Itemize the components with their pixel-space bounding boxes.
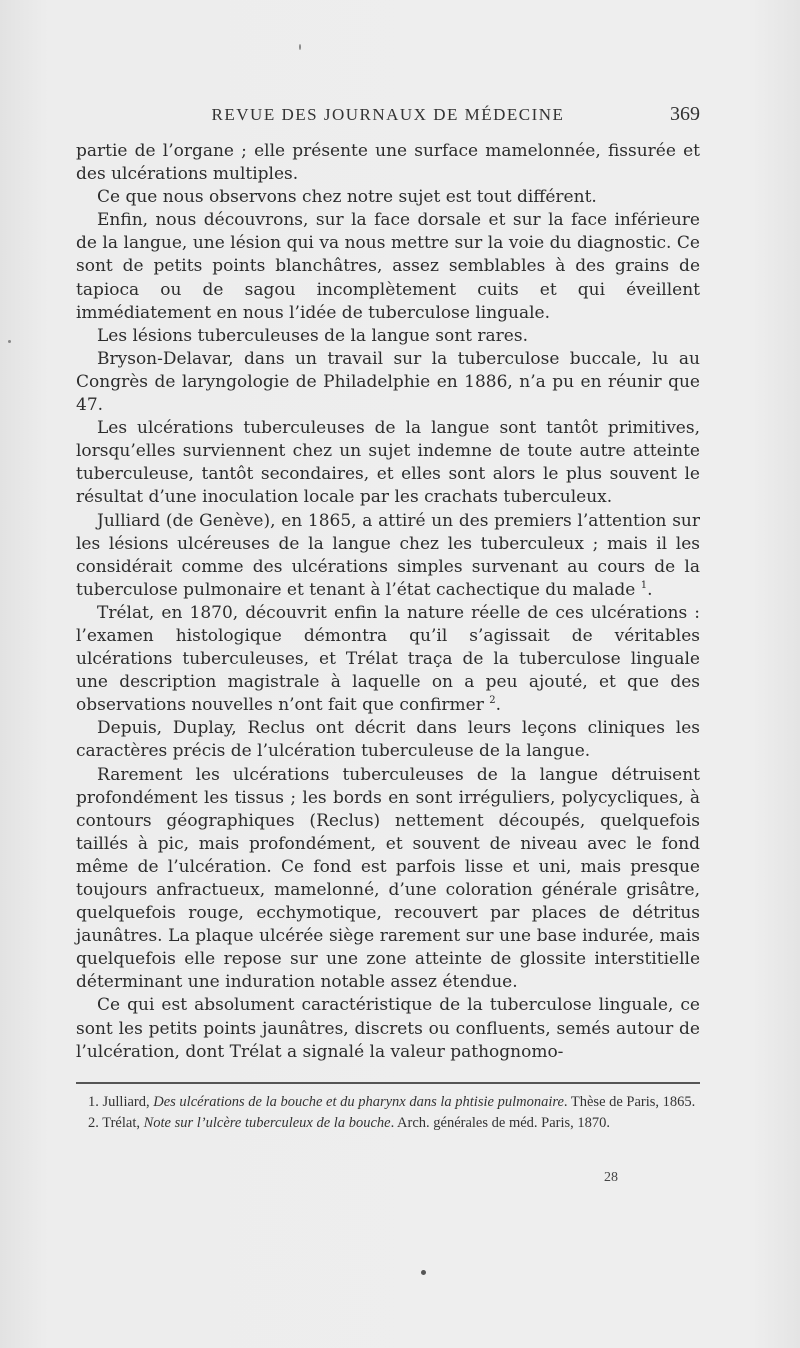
paragraph (76, 510, 700, 602)
footnote-rest: . Arch. générales de méd. Paris, 1870. (390, 1114, 611, 1131)
paragraph: Bryson-Delavar, dans un travail sur la tuberculose buccale, lu au Congrès de laryngologie de Philadelphie en 1886, n’a pu en réunir que 47. (76, 348, 700, 416)
footnote-ref: 1 (640, 579, 648, 591)
footnote-author: Trélat, (102, 1114, 140, 1131)
paragraph: partie de l’organe ; elle présente une surface mamelonnée, fissurée et des ulcérations multiples. (76, 141, 700, 185)
footnote-number: 1. (88, 1094, 99, 1110)
paragraph: Enfin, nous découvrons, sur la face dorsale et sur la face inférieure de la langue, une lésion qui va nous mettre sur la voie du diagnostic. Ce sont de petits points blanchâtres, assez semblables à des grains de tapioca ou de sagou incomplètement cuits et qui éveillent immédiatement en nous l’idée de tuberculose linguale. (76, 210, 700, 323)
signature-mark: 28 (604, 1170, 618, 1185)
footnote-title: Des ulcérations de la bouche et du pharynx dans la phtisie pulmonaire (153, 1094, 564, 1110)
paragraph: Les lésions tuberculeuses de la langue sont rares. (97, 325, 528, 346)
footnote (76, 1113, 700, 1134)
ink-dot (421, 1270, 426, 1275)
footnote-author: Julliard, (102, 1094, 150, 1110)
paragraph (76, 602, 700, 717)
footnote-rest: . Thèse de Paris, 1865. (563, 1094, 696, 1110)
paragraph: Ce qui est absolument caractéristique de la tuberculose linguale, ce sont les petits points jaunâtres, discrets ou confluents, semés autour de l’ulcération, dont Trélat a signalé la valeur pathognomo- (76, 995, 700, 1062)
footnote-number: 2. (88, 1114, 99, 1131)
footnotes (76, 1092, 700, 1133)
running-title: REVUE DES JOURNAUX DE MÉDECINE (211, 105, 565, 124)
paragraph-text: Trélat, en 1870, découvrit enfin la nature réelle de ces ulcérations : l’examen histologique démontra qu’il s’agissait de véritables ulcérations tuberculeuses, et Trélat traça de la tuberculose linguale une description magistrale à laquelle on a peu ajouté, et que des observations nouvelles n’ont fait que confirmer (76, 602, 700, 716)
paragraph: Depuis, Duplay, Reclus ont décrit dans leurs leçons cliniques les caractères précis de l’ulcération tuberculeuse de la langue. (76, 718, 700, 762)
article-body (76, 140, 700, 1064)
paragraph: Rarement les ulcérations tuberculeuses de la langue détruisent profondément les tissus ; les bords en sont irréguliers, polycycliques, à contours géographiques (Reclus) nettement découpés, quelquefois taillés à pic, mais profondément, et souvent de niveau avec le fond même de l’ulcération. Ce fond est parfois lisse et uni, mais presque toujours anfractueux, mamelonné, d’une coloration générale grisâtre, quelquefois rouge, ecchymotique, recouvert par places de détritus jaunâtres. La plaque ulcérée siège rarement sur une base indurée, mais quelquefois elle repose sur une zone atteinte de glossite interstitielle déterminant une induration notable assez étendue. (76, 764, 700, 993)
paragraph: Ce que nous observons chez notre sujet est tout différent. (97, 187, 597, 208)
page-header (76, 101, 700, 131)
ink-speck (8, 340, 11, 343)
ink-speck (299, 44, 301, 50)
paragraph: Les ulcérations tuberculeuses de la langue sont tantôt primitives, lorsqu’elles surviennent chez un sujet indemne de toute autre atteinte tuberculeuse, tantôt secondaires, et elles sont alors le plus souvent le résultat d’une inoculation locale par les crachats tuberculeux. (76, 418, 700, 508)
paragraph-end: . (647, 579, 653, 600)
paragraph-text: Julliard (de Genève), en 1865, a attiré un des premiers l’attention sur les lésions ulcéreuses de la langue chez les tuberculeux ; mais il les considérait comme des ulcérations simples survenant au cours de la tuberculose pulmonaire et tenant à l’état cachectique du malade (76, 510, 700, 600)
footnote-title: Note sur l’ulcère tuberculeux de la bouche (143, 1114, 391, 1131)
footnote-ref: 2 (489, 695, 496, 707)
paragraph-end: . (495, 695, 502, 716)
footnote-divider (76, 1082, 700, 1084)
page-number: 369 (670, 103, 700, 125)
footnote (76, 1092, 700, 1113)
